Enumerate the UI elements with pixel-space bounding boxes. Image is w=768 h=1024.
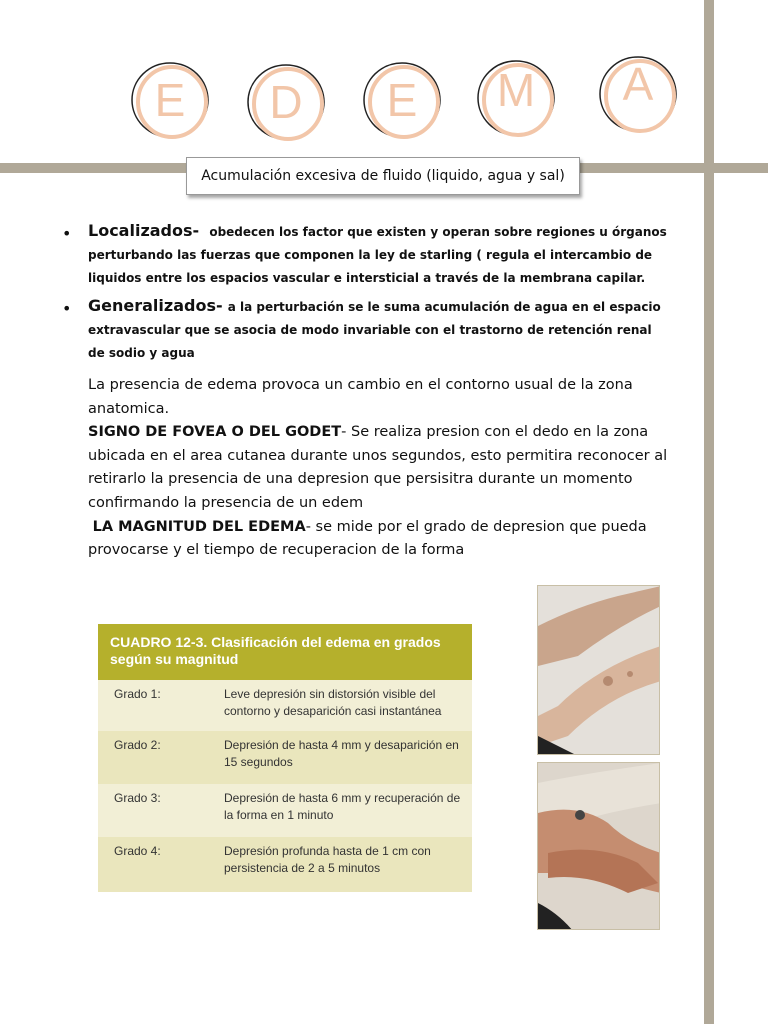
leg-photo-icon [538, 586, 660, 755]
grade-label: Grado 4: [114, 844, 161, 858]
bullet-term: Localizados- [88, 221, 200, 240]
edema-grade-table [98, 624, 472, 892]
title-letter-circle [244, 60, 328, 144]
title-letter-circle [596, 52, 680, 136]
bullet-dot-icon: • [62, 224, 72, 243]
title-letter-circle [128, 58, 212, 142]
hand-photo-icon [538, 763, 660, 930]
grade-label: Grado 2: [114, 738, 161, 752]
table-header [98, 624, 472, 680]
grade-desc: Depresión de hasta 6 mm y recuperación de la forma en 1 minuto [224, 791, 461, 822]
godet-title: SIGNO DE FOVEA O DEL GODET [88, 424, 342, 441]
grade-desc: Depresión de hasta 4 mm y desaparición en 15 segundos [224, 738, 459, 769]
intro-text: La presencia de edema provoca un cambio en el contorno usual de la zona anatomica. [88, 377, 633, 417]
bullet-dot-icon: • [62, 299, 72, 318]
bullet-item [62, 220, 672, 289]
body-paragraph [88, 374, 678, 563]
table-title-line2: según su magnitud [110, 651, 239, 667]
grade-label: Grado 1: [114, 687, 161, 701]
table-row [98, 784, 472, 837]
title-letter-circle [474, 56, 558, 140]
finger-pressing-photo [537, 762, 660, 930]
leg-edema-photo [537, 585, 660, 755]
vertical-frame-line [704, 0, 714, 1024]
title-letter: E [386, 74, 418, 126]
godet-text: - Se realiza presion con el dedo en la zona ubicada en el area cutanea durante unos segundos, esto permitira reconocer al retirarlo la presencia de una depresion que persisitra durante un momento confirmando la presencia de un edem [88, 424, 668, 511]
table-row [98, 731, 472, 784]
table-row [98, 837, 472, 892]
bullet-desc: a la perturbación se le suma acumulación de agua en el espacio extravascular que se asocia de modo invariable con el trastorno de retención renal de sodio y agua [88, 300, 661, 360]
title-letter: M [496, 64, 536, 116]
title-letter: E [154, 74, 186, 126]
subtitle-box [186, 157, 580, 195]
table-title-line1: CUADRO 12-3. Clasificación del edema en grados [110, 634, 441, 650]
subtitle-text: Acumulación excesiva de fluido (liquido, agua y sal) [201, 168, 565, 184]
grade-desc: Leve depresión sin distorsión visible del contorno y desaparición casi instantánea [224, 687, 442, 718]
bullet-list [62, 220, 672, 370]
bullet-term: Generalizados- [88, 296, 223, 315]
bullet-desc: obedecen los factor que existen y operan sobre regiones u órganos perturbando las fuerzas que componen la ley de starling ( regula el intercambio de liquidos entre los espacios vascular e intersticial a través de la membrana capilar. [88, 225, 667, 285]
table-row [98, 680, 472, 731]
bullet-item [62, 295, 672, 364]
magnitud-title: LA MAGNITUD DEL EDEMA [92, 518, 306, 535]
grade-label: Grado 3: [114, 791, 161, 805]
grade-desc: Depresión profunda hasta de 1 cm con persistencia de 2 a 5 minutos [224, 844, 431, 875]
title-letter-circle [360, 58, 444, 142]
magnitud-text: - se mide por el grado de depresion que pueda provocarse y el tiempo de recuperacion de la forma [88, 518, 647, 559]
title-letter: D [269, 76, 303, 128]
title-letter: A [622, 58, 654, 110]
